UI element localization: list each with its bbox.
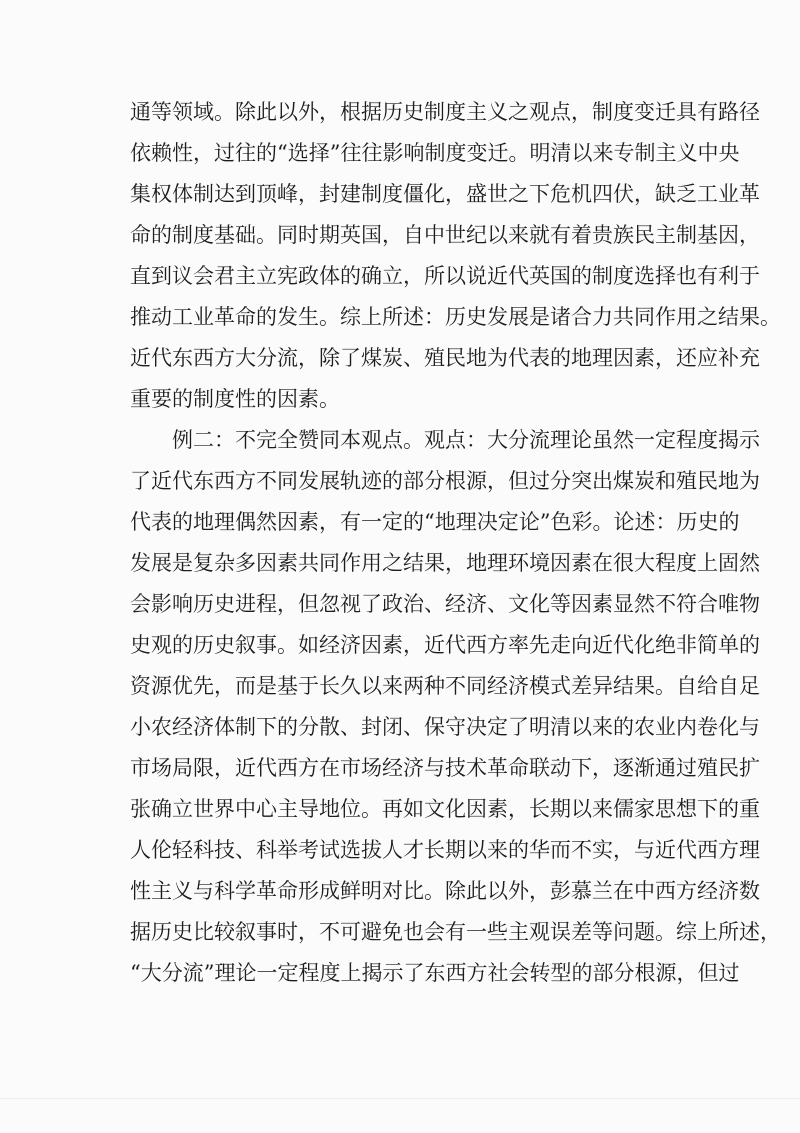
text-line: 通等领域。除此以外，根据历史制度主义之观点，制度变迁具有路径 (130, 100, 760, 124)
paragraph-1 (130, 92, 781, 420)
paragraph-2 (130, 420, 781, 994)
text-line: 依赖性，过往的“选择”往往影响制度变迁。明清以来专制主义中央 (130, 141, 740, 165)
text-line: 代表的地理偶然因素，有一定的“地理决定论”色彩。论述：历史的 (130, 510, 740, 534)
text-line: 小农经济体制下的分散、封闭、保守决定了明清以来的农业内卷化与 (130, 715, 760, 739)
text-line: 重要的制度性的因素。 (130, 387, 340, 411)
text-line: “大分流”理论一定程度上揭示了东西方社会转型的部分根源，但过 (130, 961, 740, 985)
text-line: 据历史比较叙事时，不可避免也会有一些主观误差等问题。综上所述， (130, 920, 781, 944)
page-bottom-divider (0, 1098, 800, 1099)
text-line: 集权体制达到顶峰，封建制度僵化，盛世之下危机四伏，缺乏工业革 (130, 182, 760, 206)
text-line: 命的制度基础。同时期英国，自中世纪以来就有着贵族民主制基因， (130, 223, 760, 247)
text-line: 了近代东西方不同发展轨迹的部分根源，但过分突出煤炭和殖民地为 (130, 469, 760, 493)
body-text (130, 92, 781, 994)
text-line: 会影响历史进程，但忽视了政治、经济、文化等因素显然不符合唯物 (130, 592, 760, 616)
text-line: 近代东西方大分流，除了煤炭、殖民地为代表的地理因素，还应补充 (130, 346, 760, 370)
text-line: 张确立世界中心主导地位。再如文化因素，长期以来儒家思想下的重 (130, 797, 760, 821)
text-line: 人伦轻科技、科举考试选拔人才长期以来的华而不实，与近代西方理 (130, 838, 760, 862)
text-line: 资源优先，而是基于长久以来两种不同经济模式差异结果。自给自足 (130, 674, 760, 698)
text-line: 例二：不完全赞同本观点。观点：大分流理论虽然一定程度揭示 (130, 428, 760, 452)
text-line: 史观的历史叙事。如经济因素，近代西方率先走向近代化绝非简单的 (130, 633, 760, 657)
text-line: 性主义与科学革命形成鲜明对比。除此以外，彭慕兰在中西方经济数 (130, 879, 760, 903)
text-line: 推动工业革命的发生。综上所述：历史发展是诸合力共同作用之结果。 (130, 305, 781, 329)
text-line: 发展是复杂多因素共同作用之结果，地理环境因素在很大程度上固然 (130, 551, 760, 575)
text-line: 市场局限，近代西方在市场经济与技术革命联动下，逐渐通过殖民扩 (130, 756, 760, 780)
text-line: 直到议会君主立宪政体的确立，所以说近代英国的制度选择也有利于 (130, 264, 760, 288)
